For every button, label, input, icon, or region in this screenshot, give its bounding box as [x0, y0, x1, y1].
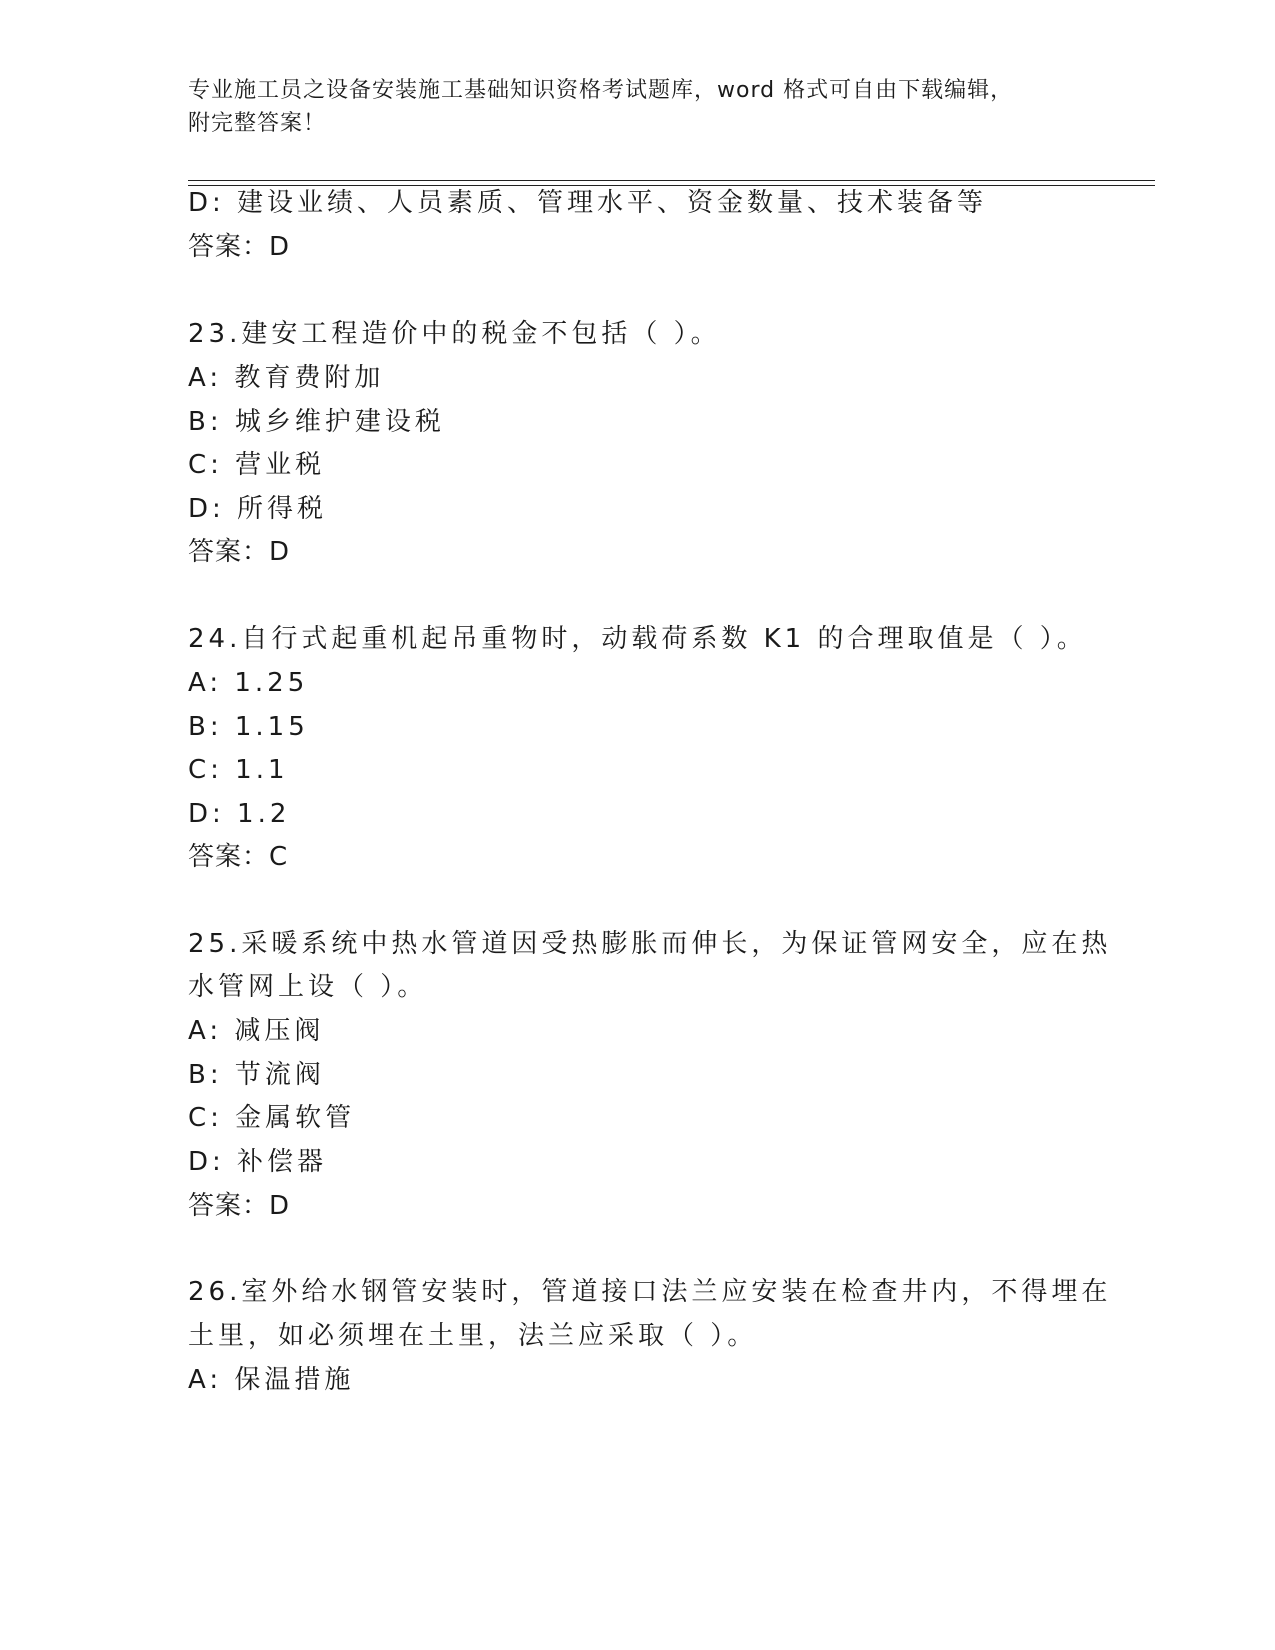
header-divider-top	[188, 180, 1155, 181]
q25-option-b: B: 节流阀	[188, 1060, 325, 1090]
q25-option-c: C: 金属软管	[188, 1103, 356, 1133]
q24-option-a: A: 1.25	[188, 668, 309, 698]
q23-answer: 答案：D	[188, 537, 291, 567]
document-header	[188, 74, 1088, 140]
q25-option-d: D: 补偿器	[188, 1147, 328, 1177]
q24-option-b: B: 1.15	[188, 712, 309, 742]
q23-option-c: C: 营业税	[188, 450, 326, 480]
header-title-line-2: 附完整答案！	[188, 111, 327, 136]
q24-option-d: D: 1.2	[188, 799, 291, 829]
q23-option-b: B: 城乡维护建设税	[188, 407, 445, 437]
q26-option-a: A: 保温措施	[188, 1365, 355, 1395]
q25-answer: 答案：D	[188, 1191, 291, 1221]
prev-answer: 答案：D	[188, 232, 291, 262]
q24-stem: 24.自行式起重机起吊重物时，动载荷系数 K1 的合理取值是（ ）。	[188, 624, 1087, 654]
prev-option-d: D: 建设业绩、人员素质、管理水平、资金数量、技术装备等	[188, 188, 988, 218]
q23-option-a: A: 教育费附加	[188, 363, 385, 393]
q23-stem: 23.建安工程造价中的税金不包括（ ）。	[188, 319, 721, 349]
q26-stem-line-2: 土里，如必须埋在土里，法兰应采取（ ）。	[188, 1321, 758, 1351]
q25-option-a: A: 减压阀	[188, 1016, 325, 1046]
q25-stem-line-1: 25.采暖系统中热水管道因受热膨胀而伸长，为保证管网安全，应在热	[188, 929, 1112, 959]
q24-answer: 答案：C	[188, 842, 289, 872]
header-title-line-1: 专业施工员之设备安装施工基础知识资格考试题库，word 格式可自由下载编辑，	[188, 78, 1014, 103]
q25-stem-line-2: 水管网上设（ ）。	[188, 972, 428, 1002]
q23-option-d: D: 所得税	[188, 494, 328, 524]
q24-option-c: C: 1.1	[188, 755, 289, 785]
q26-stem-line-1: 26.室外给水钢管安装时，管道接口法兰应安装在检查井内，不得埋在	[188, 1277, 1112, 1307]
